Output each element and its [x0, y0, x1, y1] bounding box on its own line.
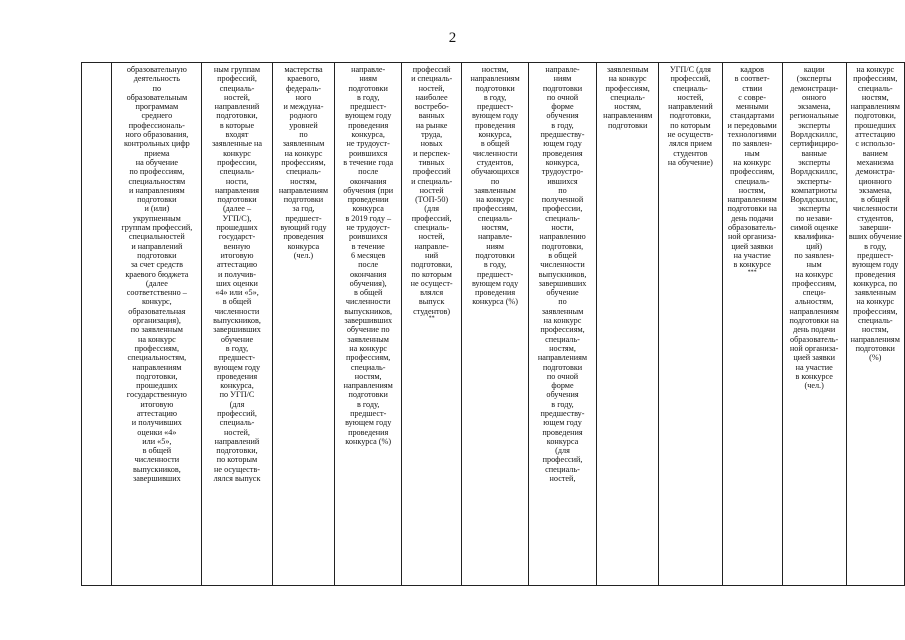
footnote-mark: ** — [428, 315, 435, 322]
cell-text: на конкурс профессиям, специаль- ностям, направлениям подготовки, прошедших аттестацию с использо- ванием механизма демонстра- ционного экзамена, в общей численности студентов, заверши- вших обучение в году, предшест- вующем году проведения конкурса, по заявленным на конкурс профессиям, специаль- ностям, направлениям подготовки (%) — [848, 65, 902, 363]
table-cell — [82, 63, 112, 586]
cell-text: направле- ниям подготовки в году, предшест- вующем году проведения конкурса, не трудоуст- роившихся в течение года после окончания обучения (при проведении конкурса в 2019 году – не трудоуст- роившихся в течение 6 месяцев после окончания обучения), в общей численности выпускников, завершивших обучение по заявленным на конкурс профессиям, специаль- ностям, направлениям подготовки в году, предшест- вующем году проведения конкурса (%) — [343, 65, 394, 446]
criteria-table — [81, 62, 905, 586]
table-cell — [597, 63, 659, 586]
footnote-mark: *** — [747, 268, 757, 275]
table-cell — [112, 63, 202, 586]
cell-text: профессий и специаль- ностей, наиболее востребо- ванных на рынке труда, новых и перспек- тивных профессий и специаль- ностей (ТОП-50) (для профессий, специаль- ностей, направле- ний подготовки, по которым не осущест- влялся выпуск студентов) — [410, 65, 453, 316]
table-row — [82, 63, 905, 586]
cell-text: ностям, направлениям подготовки в году, предшест- вующем году проведения конкурса, в общей численности студентов, обучающихся по заявленным на конкурс профессиям, специаль- ностям, направле- ниям подготовки в году, предшест- вующем году проведения конкурса (%) — [470, 65, 520, 307]
cell-text: заявленным на конкурс профессиям, специаль- ностям, направлениям подготовки — [603, 65, 653, 130]
page-number: 2 — [448, 30, 457, 46]
table-cell — [401, 63, 461, 586]
table-cell — [659, 63, 722, 586]
table-cell — [272, 63, 335, 586]
table-cell — [528, 63, 596, 586]
table-cell — [782, 63, 846, 586]
table-cell — [335, 63, 402, 586]
cell-text: мастерства краевого, федераль- ного и междуна- родного уровней по заявленным на конкурс профессиям, специаль- ностям, направлениям подготовки за год, предшест- вующий году проведения конкурса (чел.) — [278, 65, 329, 260]
cell-text: образовательную деятельность по образовательным программам среднего профессиональ- ного образования, контрольных цифр приема на обучение по профессиям, специальностям и направлениям подготовки и (или) укрупненным группам профессий, специальностей и направлений подготовки за счет средств краевого бюджета (далее соответственно – конкурс, образовательная организация), по заявленным на конкурс профессиям, специальностям, направлениям подготовки, прошедших государственную итоговую аттестацию и получивших оценки «4» или «5», в общей численности выпускников, завершивших — [121, 65, 193, 484]
cell-text: ным группам профессий, специаль- ностей, направлений подготовки, в которые входят заявленные на конкурс профессии, специаль- ности, направления подготовки (далее – УГП/С), прошедших государст- венную итоговую аттестацию и получив- ших оценки «4» или «5», в общей численности выпускников, завершивших обучение в году, предшест- вующем году проведения конкурса, по УГП/С (для профессий, специаль- ностей, направлений подготовки, по которым не осуществ- лялся выпуск — [211, 65, 263, 484]
table-cell — [722, 63, 782, 586]
cell-text: кадров в соответ- ствии с совре- менными стандартами и передовыми технологиями по заявлен- ным на конкурс профессиям, специаль- ностям, направлениям подготовки на день подачи образователь- ной организа- цией заявки на участие в конкурсе — [727, 65, 777, 270]
table-cell — [202, 63, 272, 586]
cell-text: кации (эксперты демонстраци- онного экзамена, региональные эксперты Ворлдскиллс, сертифициро- ванные эксперты Ворлдскиллс, эксперты- компатриоты Ворлдскиллс, эксперты по незави- симой оценке квалифика- ций) по заявлен- ным на конкурс профессиям, специ- альностям, направлениям подготовки на день подачи образователь- ной организа- цией заявки на участие в конкурсе (чел.) — [789, 65, 839, 391]
cell-text: направле- ниям подготовки по очной форме обучения в году, предшеству- ющем году проведения конкурса, трудоустро- ившихся по полученной профессии, специаль- ности, направлению подготовки, в общей численности выпускников, завершивших обучение по заявленным на конкурс профессиям, специаль- ностям, направлениям подготовки по очной форме обучения в году, предшеству- ющем году проведения конкурса (для профессий, специаль- ностей, — [537, 65, 588, 484]
table-cell — [462, 63, 529, 586]
cell-text: УГП/С (для профессий, специаль- ностей, направлений подготовки, по которым не осуществ- лялся прием студентов на обучение) — [667, 65, 714, 167]
table-cell — [846, 63, 904, 586]
